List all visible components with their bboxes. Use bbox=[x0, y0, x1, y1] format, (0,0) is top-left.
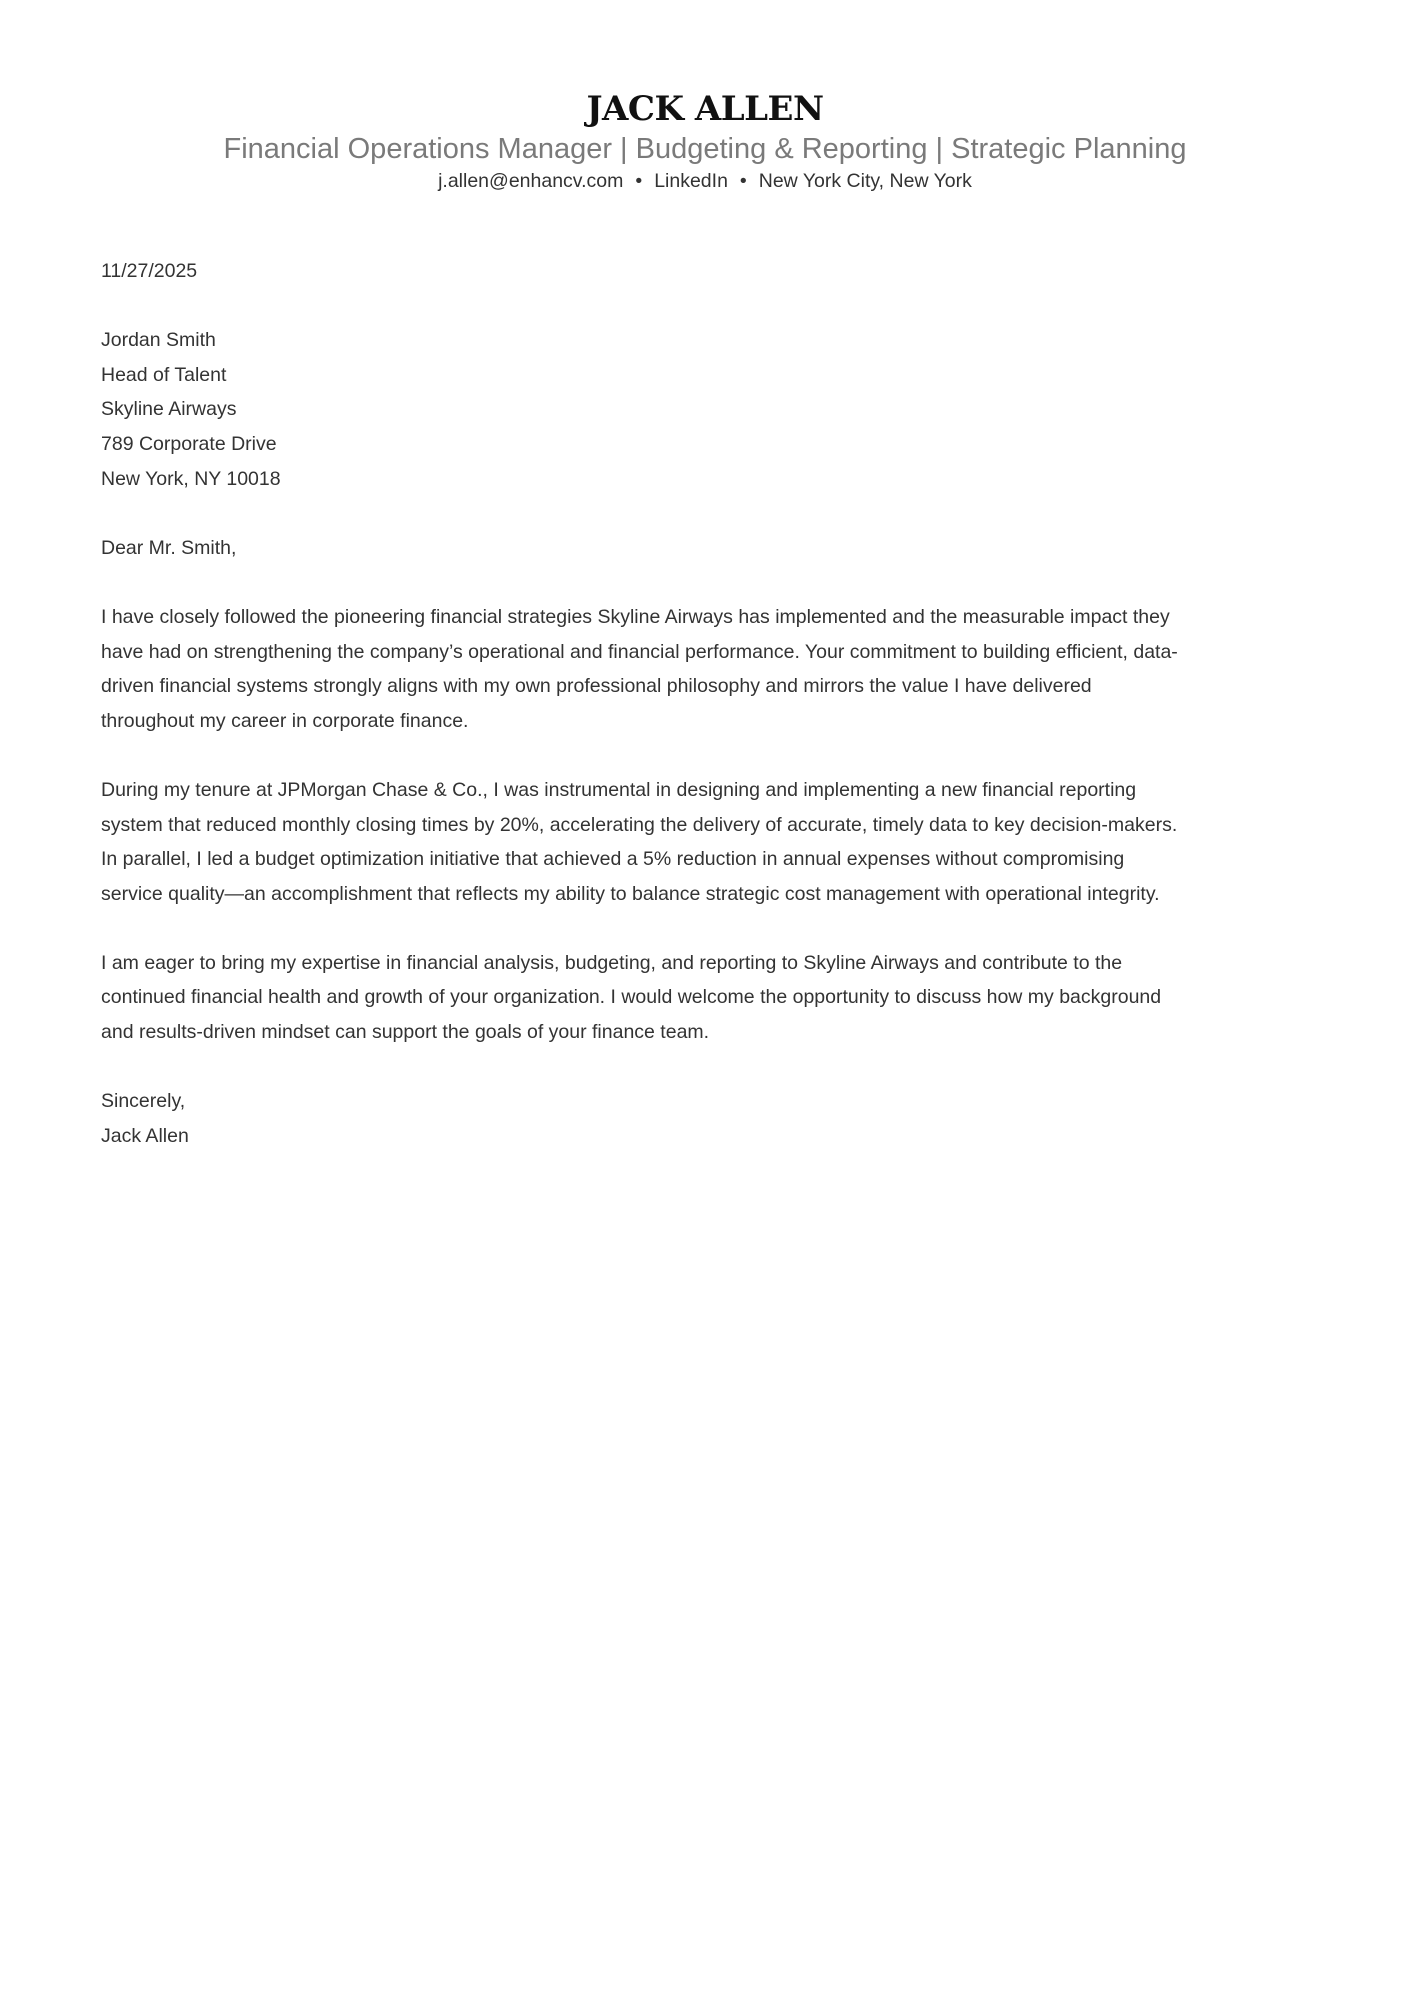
paragraph-line: service quality—an accomplishment that reflects my ability to balance strategic cost management with operational integrity. bbox=[101, 882, 1160, 905]
paragraph-line: I am eager to bring my expertise in financial analysis, budgeting, and reporting to Skyline Airways and contribute to the bbox=[101, 951, 1123, 974]
paragraph-line: During my tenure at JPMorgan Chase & Co., I was instrumental in designing and implementing a new financial reporting bbox=[101, 778, 1137, 801]
recipient-line: Head of Talent bbox=[101, 363, 227, 386]
paragraph-2 bbox=[101, 773, 1341, 911]
applicant-name: JACK ALLEN bbox=[586, 89, 824, 129]
location: New York City, New York bbox=[758, 170, 972, 192]
paragraph-3 bbox=[101, 946, 1341, 1050]
linkedin-link[interactable]: LinkedIn bbox=[654, 170, 728, 192]
sign-off bbox=[101, 1084, 1341, 1153]
paragraph-line: continued financial health and growth of your organization. I would welcome the opportunity to discuss how my background bbox=[101, 986, 1162, 1009]
signature: Jack Allen bbox=[101, 1124, 189, 1147]
separator-dot: • bbox=[739, 170, 747, 192]
salutation: Dear Mr. Smith, bbox=[101, 536, 237, 559]
recipient-line: 789 Corporate Drive bbox=[101, 432, 277, 455]
paragraph-line: throughout my career in corporate finance. bbox=[101, 709, 469, 732]
letter-header bbox=[0, 88, 1410, 194]
paragraph-line: and results-driven mindset can support the goals of your finance team. bbox=[101, 1021, 710, 1044]
paragraph-1 bbox=[101, 600, 1341, 738]
recipient-line: New York, NY 10018 bbox=[101, 467, 281, 490]
recipient-address bbox=[101, 323, 1341, 496]
email-link[interactable]: j.allen@enhancv.com bbox=[438, 170, 624, 192]
paragraph-line: system that reduced monthly closing times by 20%, accelerating the delivery of accurate, timely data to key decision-makers. bbox=[101, 813, 1178, 836]
paragraph-line: In parallel, I led a budget optimization initiative that achieved a 5% reduction in annual expenses without compromising bbox=[101, 848, 1125, 871]
closing: Sincerely, bbox=[101, 1090, 186, 1113]
letter-date: 11/27/2025 bbox=[101, 260, 198, 282]
applicant-tagline: Financial Operations Manager | Budgeting & Reporting | Strategic Planning bbox=[223, 133, 1187, 165]
recipient-line: Skyline Airways bbox=[101, 398, 237, 421]
paragraph-line: driven financial systems strongly aligns with my own professional philosophy and mirrors the value I have delivered bbox=[101, 675, 1092, 698]
paragraph-line: I have closely followed the pioneering financial strategies Skyline Airways has implemented and the measurable impact they bbox=[101, 605, 1170, 628]
recipient-line: Jordan Smith bbox=[101, 329, 216, 352]
letter-body bbox=[101, 254, 1341, 1153]
contact-info bbox=[0, 168, 1410, 194]
paragraph-line: have had on strengthening the company’s operational and financial performance. Your commitment to building efficient, data- bbox=[101, 640, 1178, 663]
separator-dot: • bbox=[635, 170, 643, 192]
